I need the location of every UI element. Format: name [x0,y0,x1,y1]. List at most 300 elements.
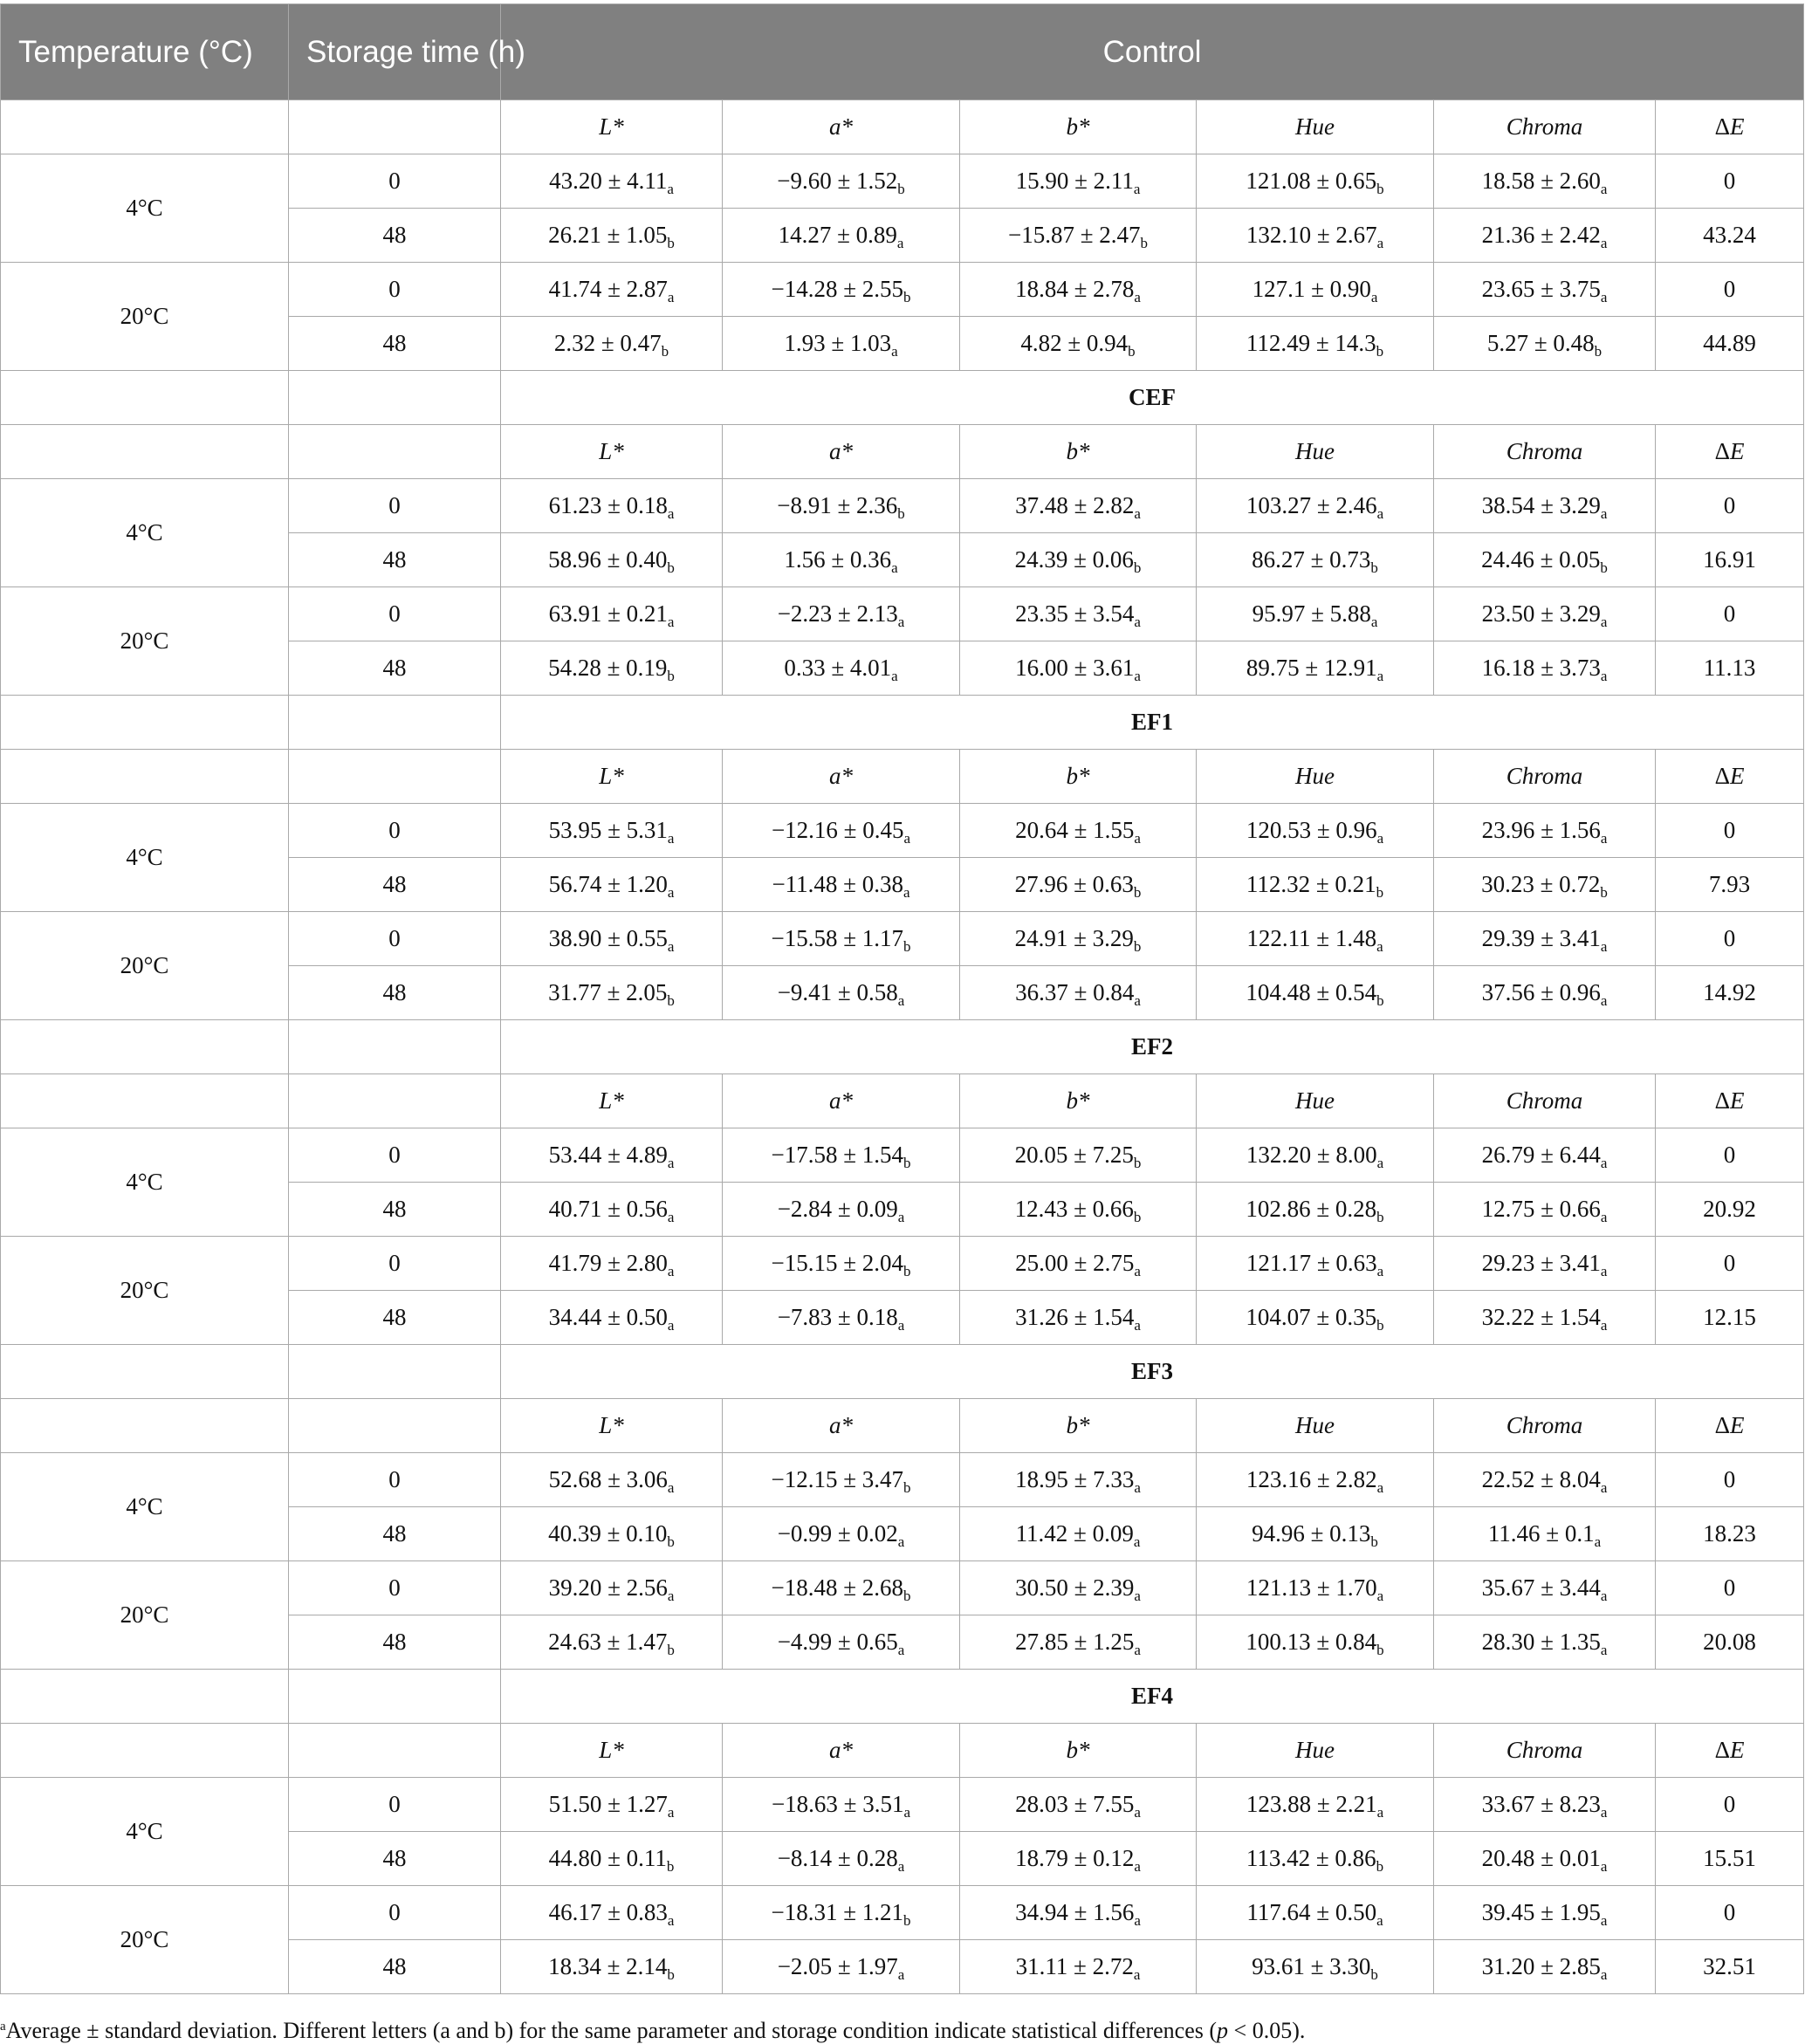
value-cell [1197,1940,1434,1994]
value-cell [1197,858,1434,912]
temperature-cell: 4°C [1,804,289,912]
delta-e-cell: 20.92 [1656,1183,1804,1237]
group-title: CEF [501,371,1804,425]
significance-letter: a [1600,1263,1608,1279]
significance-letter: a [1600,1804,1608,1821]
delta-letter: E [1729,1412,1745,1438]
table-row [1,263,1804,317]
significance-letter: a [1134,1912,1141,1929]
value-cell [1434,966,1656,1020]
value-cell [1434,1507,1656,1561]
value-text: 113.42 ± 0.86 [1246,1845,1376,1871]
value-text: 0.33 ± 4.01 [784,655,892,681]
value-text: 2.32 ± 0.47 [553,330,662,356]
storage-time-cell: 48 [289,1183,501,1237]
value-cell [501,641,723,696]
column-label: Hue [1197,750,1434,804]
value-cell [723,804,960,858]
significance-letter: a [1600,1155,1608,1171]
column-label [1656,750,1804,804]
significance-letter: b [1133,1209,1142,1225]
value-cell [1434,1940,1656,1994]
significance-letter: b [1133,938,1142,955]
value-text: 1.93 ± 1.03 [784,330,892,356]
value-cell [960,858,1197,912]
value-text: 31.77 ± 2.05 [548,979,668,1005]
value-cell [723,1237,960,1291]
value-cell [960,966,1197,1020]
value-cell [723,966,960,1020]
value-text: 100.13 ± 0.84 [1246,1629,1377,1655]
empty-cell [1,425,289,479]
delta-letter: E [1729,1087,1745,1114]
significance-letter: b [661,343,669,360]
value-text: 39.45 ± 1.95 [1481,1899,1601,1925]
significance-letter: a [1376,505,1384,522]
group-title-row [1,1670,1804,1724]
significance-letter: b [667,1533,675,1550]
value-text: −14.28 ± 2.55 [771,276,904,302]
delta-letter: E [1729,438,1745,464]
significance-letter: b [897,505,905,522]
column-label: b* [960,750,1197,804]
significance-letter: a [1600,1966,1608,1983]
significance-letter: a [667,1155,675,1171]
storage-time-cell: 0 [289,1128,501,1183]
value-text: −12.16 ± 0.45 [771,817,904,843]
value-text: 26.21 ± 1.05 [548,222,668,248]
value-cell [960,587,1197,641]
storage-time-cell: 48 [289,533,501,587]
group-title: EF4 [501,1670,1804,1724]
significance-letter: b [903,289,911,305]
value-text: 18.34 ± 2.14 [548,1953,668,1979]
value-text: 41.74 ± 2.87 [548,276,668,302]
significance-letter: a [1600,1642,1608,1658]
value-text: 51.50 ± 1.27 [548,1791,668,1817]
significance-letter: a [1376,668,1384,684]
value-text: −15.15 ± 2.04 [771,1250,904,1276]
value-cell [960,804,1197,858]
significance-letter: a [1600,1479,1608,1496]
value-cell [723,1453,960,1507]
value-text: −4.99 ± 0.65 [777,1629,898,1655]
value-cell [501,1832,723,1886]
value-text: −12.15 ± 3.47 [771,1466,904,1492]
header-storage-time: Storage time (h) [289,4,501,100]
significance-letter: a [1600,505,1608,522]
delta-e-cell: 7.93 [1656,858,1804,912]
column-label: Hue [1197,425,1434,479]
storage-time-cell: 48 [289,966,501,1020]
value-cell [1434,1183,1656,1237]
value-cell [1434,1561,1656,1615]
value-text: −9.41 ± 0.58 [777,979,898,1005]
value-text: −8.14 ± 0.28 [777,1845,898,1871]
value-text: 29.23 ± 3.41 [1481,1250,1601,1276]
significance-letter: b [667,235,675,251]
value-text: 122.11 ± 1.48 [1246,925,1377,951]
storage-time-cell: 48 [289,209,501,263]
significance-letter: a [1134,1858,1141,1875]
column-label: Chroma [1434,1399,1656,1453]
value-text: −7.83 ± 0.18 [777,1304,898,1330]
significance-letter: a [1594,1533,1602,1550]
significance-letter: a [896,235,904,251]
storage-time-cell: 48 [289,641,501,696]
value-cell [723,858,960,912]
column-label: b* [960,1724,1197,1778]
significance-letter: b [1376,1642,1384,1658]
column-label: Hue [1197,1074,1434,1128]
value-text: 103.27 ± 2.46 [1246,492,1377,518]
column-label: b* [960,425,1197,479]
column-label: a* [723,425,960,479]
storage-time-cell: 48 [289,858,501,912]
group-title-row [1,371,1804,425]
significance-letter: b [667,668,675,684]
value-text: 38.90 ± 0.55 [548,925,668,951]
value-text: 37.48 ± 2.82 [1015,492,1135,518]
value-cell [501,912,723,966]
empty-cell [1,100,289,154]
column-label: b* [960,100,1197,154]
value-text: 12.43 ± 0.66 [1014,1196,1134,1222]
value-cell [501,1237,723,1291]
storage-time-cell: 0 [289,912,501,966]
value-text: 23.65 ± 3.75 [1481,276,1601,302]
significance-letter: b [1376,181,1384,197]
value-cell [1197,804,1434,858]
value-cell [501,1778,723,1832]
color-parameters-table [0,3,1804,1994]
significance-letter: a [1376,1155,1384,1171]
value-cell [501,587,723,641]
table-row [1,1453,1804,1507]
significance-letter: a [1600,181,1608,197]
empty-cell [289,696,501,750]
significance-letter: a [667,181,674,197]
value-text: 104.48 ± 0.54 [1246,979,1377,1005]
significance-letter: a [897,1858,905,1875]
value-text: 31.20 ± 2.85 [1481,1953,1601,1979]
column-label [1656,1399,1804,1453]
value-text: 102.86 ± 0.28 [1246,1196,1377,1222]
column-label: L* [501,425,723,479]
value-text: 58.96 ± 0.40 [548,546,668,573]
value-cell [960,154,1197,209]
column-label [1656,1074,1804,1128]
value-cell [723,479,960,533]
significance-letter: b [903,1479,911,1496]
empty-cell [1,696,289,750]
value-cell [1197,1886,1434,1940]
value-cell [501,209,723,263]
value-text: 63.91 ± 0.21 [548,600,668,627]
value-cell [1197,912,1434,966]
significance-letter: a [897,614,905,630]
value-cell [960,1237,1197,1291]
delta-letter: E [1729,113,1745,140]
significance-letter: a [1133,181,1141,197]
value-text: 25.00 ± 2.75 [1015,1250,1135,1276]
delta-e-cell: 43.24 [1656,209,1804,263]
empty-cell [289,750,501,804]
group-title: EF3 [501,1345,1804,1399]
significance-letter: a [667,1263,675,1279]
significance-letter: a [1376,1804,1384,1821]
value-cell [723,1778,960,1832]
significance-letter: a [1376,235,1384,251]
value-cell [1197,154,1434,209]
delta-e-cell: 14.92 [1656,966,1804,1020]
value-cell [960,641,1197,696]
value-cell [1434,479,1656,533]
value-cell [723,317,960,371]
column-label: a* [723,1399,960,1453]
group-title-row [1,1345,1804,1399]
value-cell [723,209,960,263]
significance-letter: a [1134,1642,1141,1658]
value-cell [501,858,723,912]
empty-cell [1,1399,289,1453]
significance-letter: b [1133,884,1142,901]
value-cell [501,1128,723,1183]
delta-e-cell: 0 [1656,1778,1804,1832]
significance-letter: a [1134,1804,1141,1821]
significance-letter: b [903,1263,911,1279]
value-text: 31.11 ± 2.72 [1015,1953,1134,1979]
empty-cell [289,100,501,154]
empty-cell [289,425,501,479]
value-text: 53.95 ± 5.31 [548,817,668,843]
column-label: Chroma [1434,100,1656,154]
value-text: 89.75 ± 12.91 [1246,655,1377,681]
column-label: a* [723,750,960,804]
storage-time-cell: 48 [289,1615,501,1670]
value-text: 132.10 ± 2.67 [1246,222,1377,248]
table-row [1,587,1804,641]
significance-letter: a [667,938,675,955]
delta-e-cell: 0 [1656,154,1804,209]
column-label: L* [501,1399,723,1453]
value-cell [960,1183,1197,1237]
value-cell [1197,641,1434,696]
value-cell [1197,1561,1434,1615]
value-text: 52.68 ± 3.06 [548,1466,668,1492]
value-text: 4.82 ± 0.94 [1020,330,1129,356]
value-cell [501,263,723,317]
value-text: −17.58 ± 1.54 [771,1142,904,1168]
column-label: b* [960,1399,1197,1453]
value-text: 28.30 ± 1.35 [1481,1629,1601,1655]
table-row [1,1886,1804,1940]
value-cell [1434,1237,1656,1291]
value-text: 14.27 ± 0.89 [778,222,897,248]
storage-time-cell: 0 [289,1237,501,1291]
significance-letter: a [1600,289,1608,305]
value-text: 117.64 ± 0.50 [1246,1899,1377,1925]
empty-cell [289,1345,501,1399]
value-cell [723,1886,960,1940]
column-label: Hue [1197,1724,1434,1778]
temperature-cell: 4°C [1,1453,289,1561]
delta-letter: E [1729,1737,1745,1763]
value-cell [960,1507,1197,1561]
color-parameters-table-container [0,3,1803,1994]
value-text: 34.44 ± 0.50 [548,1304,668,1330]
empty-cell [1,750,289,804]
header-row [1,4,1804,100]
significance-letter: a [1133,1966,1141,1983]
significance-letter: a [1134,992,1141,1009]
significance-letter: a [897,1642,905,1658]
value-text: 40.39 ± 0.10 [548,1520,668,1547]
delta-e-cell: 0 [1656,1237,1804,1291]
empty-cell [1,1345,289,1399]
value-cell [723,1128,960,1183]
value-text: −2.05 ± 1.97 [777,1953,898,1979]
value-text: −11.48 ± 0.38 [772,871,903,897]
column-label: Chroma [1434,750,1656,804]
temperature-cell: 20°C [1,1237,289,1345]
column-label: Hue [1197,100,1434,154]
value-text: 23.50 ± 3.29 [1481,600,1601,627]
significance-letter: a [903,1804,911,1821]
value-text: 16.18 ± 3.73 [1481,655,1601,681]
storage-time-cell: 0 [289,587,501,641]
value-text: 24.63 ± 1.47 [548,1629,668,1655]
column-label [1656,1724,1804,1778]
value-cell [960,533,1197,587]
header-group-title: Control [501,4,1804,100]
value-cell [960,1778,1197,1832]
value-cell [723,533,960,587]
value-cell [501,1453,723,1507]
significance-letter: b [667,1966,675,1983]
value-text: 104.07 ± 0.35 [1246,1304,1377,1330]
value-text: −18.48 ± 2.68 [771,1574,904,1601]
value-text: 93.61 ± 3.30 [1252,1953,1371,1979]
value-text: −18.31 ± 1.21 [771,1899,904,1925]
footnote-marker: a [0,2020,6,2034]
value-cell [723,1183,960,1237]
value-text: 18.79 ± 0.12 [1015,1845,1135,1871]
value-cell [1197,479,1434,533]
significance-letter: b [1376,1209,1384,1225]
value-cell [960,1940,1197,1994]
value-text: 37.56 ± 0.96 [1481,979,1601,1005]
value-cell [1197,1832,1434,1886]
empty-cell [1,371,289,425]
significance-letter: a [1376,1263,1384,1279]
value-cell [723,1832,960,1886]
significance-letter: b [1370,1533,1378,1550]
value-text: 16.00 ± 3.61 [1015,655,1135,681]
value-cell [1434,1128,1656,1183]
value-text: 121.17 ± 0.63 [1246,1250,1377,1276]
value-text: 20.05 ± 7.25 [1014,1142,1134,1168]
value-cell [960,1561,1197,1615]
significance-letter: a [1376,1479,1384,1496]
significance-letter: a [1600,235,1608,251]
value-text: −18.63 ± 3.51 [771,1791,904,1817]
storage-time-cell: 0 [289,263,501,317]
significance-letter: b [667,992,675,1009]
value-cell [1434,1832,1656,1886]
value-text: 54.28 ± 0.19 [548,655,668,681]
column-label: a* [723,1724,960,1778]
significance-letter: b [903,938,911,955]
significance-letter: a [1134,289,1141,305]
delta-symbol: Δ [1714,763,1730,789]
temperature-cell: 20°C [1,1886,289,1994]
value-text: 27.96 ± 0.63 [1014,871,1134,897]
value-cell [1434,1778,1656,1832]
value-text: 41.79 ± 2.80 [548,1250,668,1276]
significance-letter: a [667,289,675,305]
value-text: 95.97 ± 5.88 [1252,600,1371,627]
value-text: 12.75 ± 0.66 [1481,1196,1601,1222]
significance-letter: a [1376,938,1383,955]
value-cell [960,1291,1197,1345]
value-text: 24.39 ± 0.06 [1014,546,1134,573]
significance-letter: a [1376,1588,1384,1604]
temperature-cell: 4°C [1,1778,289,1886]
significance-letter: b [667,1642,675,1658]
value-text: 123.16 ± 2.82 [1246,1466,1377,1492]
value-cell [1434,641,1656,696]
value-text: 53.44 ± 4.89 [548,1142,668,1168]
temperature-cell: 4°C [1,479,289,587]
value-text: 21.36 ± 2.42 [1481,222,1601,248]
value-cell [960,263,1197,317]
significance-letter: a [667,505,675,522]
temperature-cell: 4°C [1,154,289,263]
significance-letter: a [1134,614,1141,630]
value-cell [723,912,960,966]
value-text: 18.58 ± 2.60 [1481,168,1601,194]
value-text: −9.60 ± 1.52 [777,168,898,194]
delta-e-cell: 20.08 [1656,1615,1804,1670]
column-label: b* [960,1074,1197,1128]
value-cell [960,209,1197,263]
significance-letter: a [1134,1263,1141,1279]
value-cell [1197,209,1434,263]
value-cell [723,587,960,641]
significance-letter: a [667,1479,675,1496]
empty-cell [289,1074,501,1128]
significance-letter: b [1376,992,1384,1009]
significance-letter: a [1133,1533,1141,1550]
empty-cell [1,1670,289,1724]
significance-letter: a [891,668,898,684]
value-cell [501,966,723,1020]
delta-e-cell: 0 [1656,1128,1804,1183]
empty-cell [1,1724,289,1778]
value-cell [1197,1507,1434,1561]
group-title-row [1,696,1804,750]
delta-e-cell: 11.13 [1656,641,1804,696]
empty-cell [1,1074,289,1128]
value-cell [723,1291,960,1345]
value-cell [1434,263,1656,317]
value-text: −0.99 ± 0.02 [777,1520,898,1547]
value-text: 20.64 ± 1.55 [1015,817,1135,843]
value-cell [960,1832,1197,1886]
temperature-cell: 20°C [1,1561,289,1670]
significance-letter: b [1376,1317,1384,1334]
